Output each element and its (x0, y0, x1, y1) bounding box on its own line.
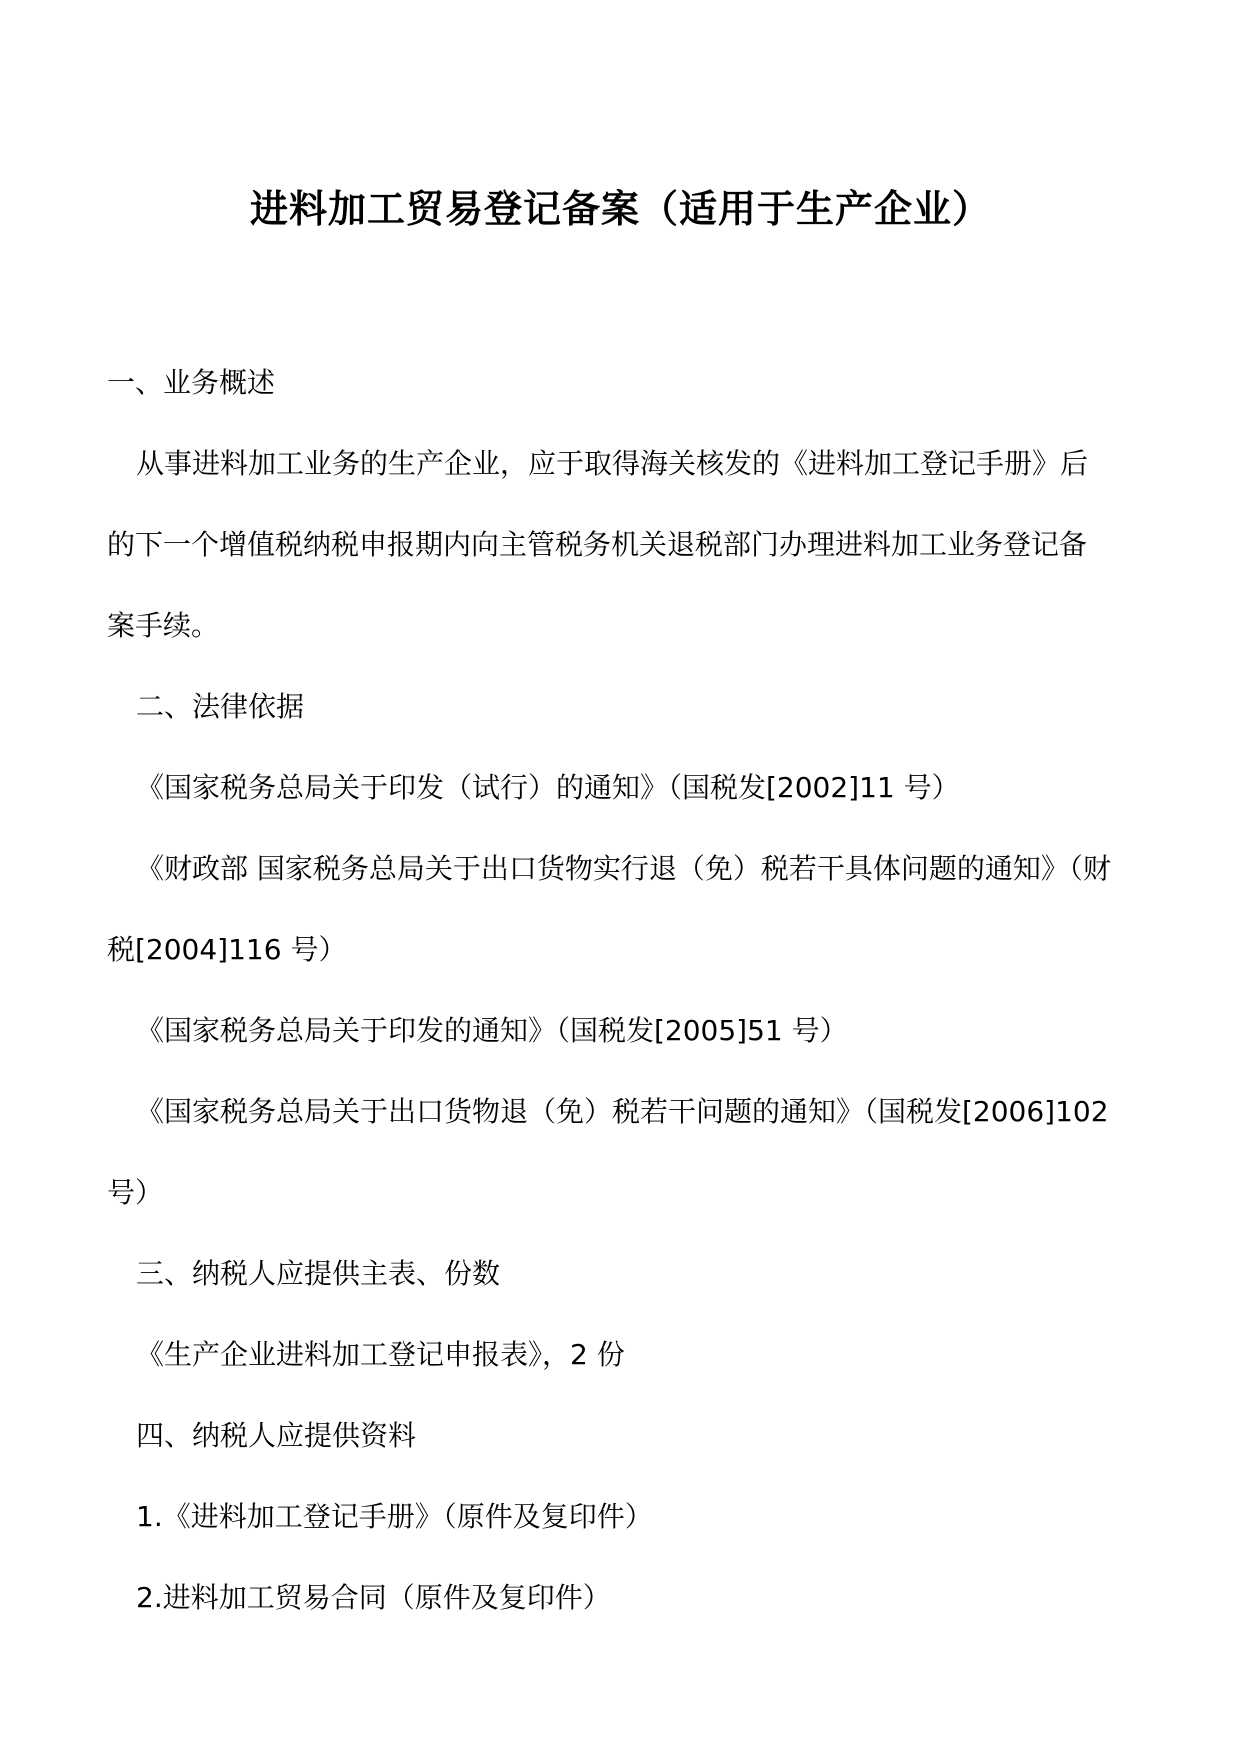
material-item: 1.《进料加工登记手册》（原件及复印件） (136, 1500, 653, 1533)
section-heading-materials: 四、纳税人应提供资料 (136, 1419, 417, 1452)
legal-reference: 《财政部 国家税务总局关于出口货物实行退（免）税若干具体问题的通知》（财 (136, 852, 1111, 885)
paragraph-line: 的下一个增值税纳税申报期内向主管税务机关退税部门办理进料加工业务登记备 (107, 528, 1088, 561)
section-heading-legal-basis: 二、法律依据 (136, 690, 305, 723)
legal-reference-continued: 税[2004]116 号） (107, 933, 347, 966)
form-item: 《生产企业进料加工登记申报表》，2 份 (136, 1338, 625, 1371)
paragraph-line: 案手续。 (107, 609, 220, 642)
section-heading-overview: 一、业务概述 (107, 366, 276, 399)
legal-reference: 《国家税务总局关于出口货物退（免）税若干问题的通知》（国税发[2006]102 (136, 1095, 1109, 1128)
document-title: 进料加工贸易登记备案（适用于生产企业） (249, 186, 991, 232)
section-heading-main-forms: 三、纳税人应提供主表、份数 (136, 1257, 501, 1290)
legal-reference: 《国家税务总局关于印发的通知》（国税发[2005]51 号） (136, 1014, 848, 1047)
material-item: 2.进料加工贸易合同（原件及复印件） (136, 1581, 611, 1614)
document-body (107, 342, 1147, 1638)
legal-reference: 《国家税务总局关于印发（试行）的通知》（国税发[2002]11 号） (136, 771, 960, 804)
paragraph-line: 从事进料加工业务的生产企业，应于取得海关核发的《进料加工登记手册》后 (136, 447, 1089, 480)
legal-reference-continued: 号） (107, 1176, 164, 1209)
